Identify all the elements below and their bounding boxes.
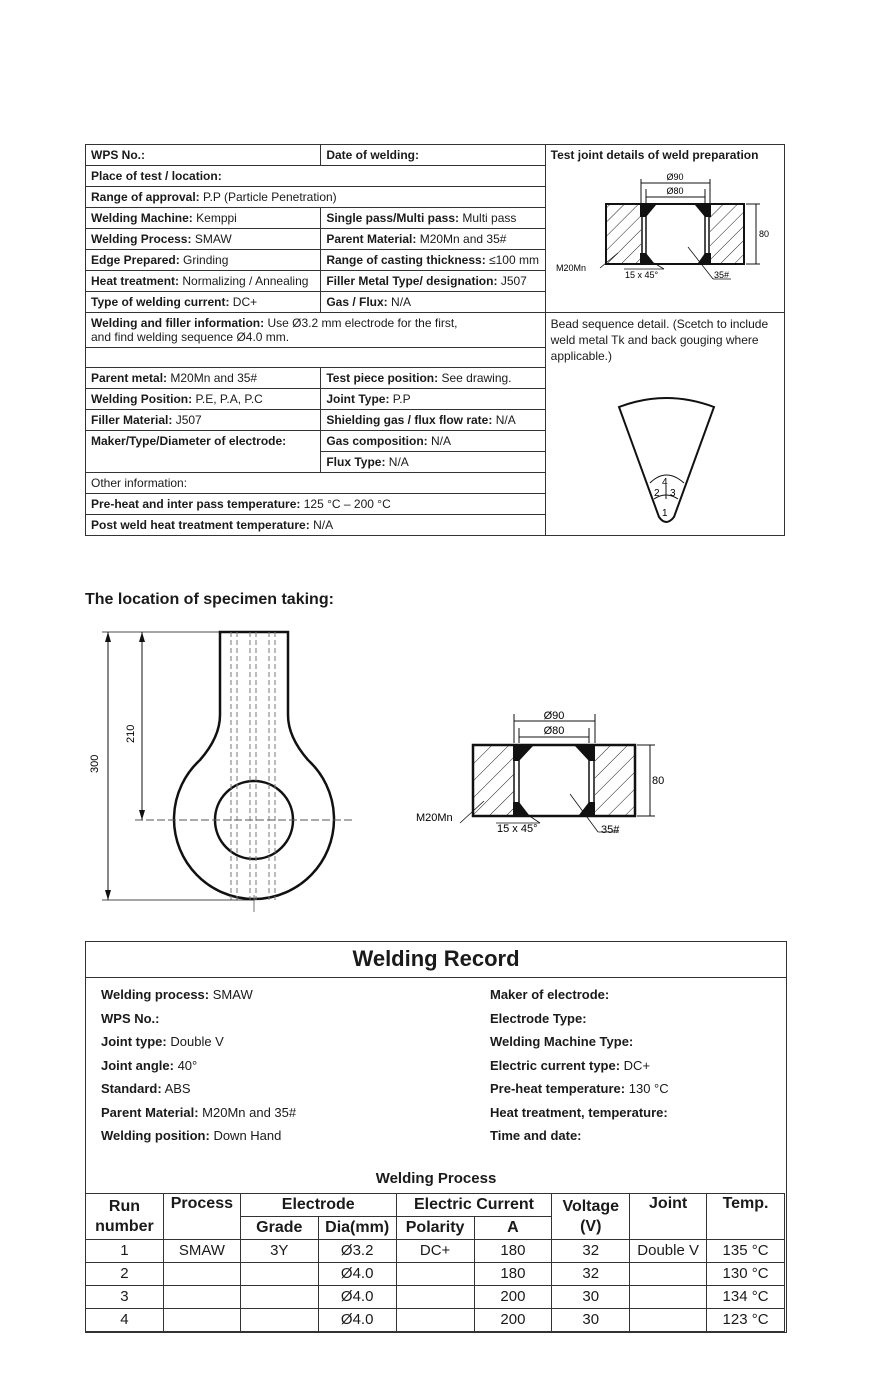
record-right-label: Time and date:: [490, 1128, 582, 1143]
tpp-label: Test piece position:: [326, 371, 439, 385]
pm-value: M20Mn and 35#: [170, 371, 258, 385]
fm-label: Filler Material:: [91, 413, 173, 427]
casting-label: Range of casting thickness:: [326, 253, 486, 267]
header-voltage-1: Voltage: [562, 1197, 620, 1215]
record-right-label: Pre-heat temperature:: [490, 1081, 626, 1096]
header-electrode: Electrode: [240, 1194, 396, 1217]
pass-label: Single pass/Multi pass:: [326, 211, 460, 225]
bead-label: [551, 316, 779, 364]
cell-joint: [630, 1309, 707, 1332]
filler-type-label: Filler Metal Type/ designation:: [326, 274, 498, 288]
edge-cell: [86, 250, 321, 271]
record-right-row: [490, 1105, 669, 1129]
table-row: [86, 1263, 785, 1286]
material-left-text: M20Mn: [555, 263, 586, 273]
record-left-row: [101, 1011, 296, 1035]
cell-polarity: DC+: [396, 1240, 474, 1263]
filler-type-cell: [321, 271, 545, 292]
header-dia: Dia(mm): [318, 1217, 396, 1240]
cell-joint: Double V: [630, 1240, 707, 1263]
wf-value-1: Use Ø3.2 mm electrode for the first,: [267, 316, 458, 330]
record-right-label: Heat treatment, temperature:: [490, 1104, 668, 1120]
sec-material-left-text: M20Mn: [416, 812, 453, 824]
cell-voltage: 32: [552, 1263, 630, 1286]
record-left-value: ABS: [164, 1081, 191, 1096]
cell-temp: 130 °C: [707, 1263, 785, 1286]
cell-joint: [630, 1263, 707, 1286]
table-row: [86, 1240, 785, 1263]
record-left-label: Joint type:: [101, 1034, 167, 1049]
process-cell: [86, 229, 321, 250]
cell-process: [163, 1263, 240, 1286]
record-title-divider: [86, 977, 786, 978]
record-left-row: [101, 1034, 296, 1058]
bead-label-3: applicable.): [550, 349, 613, 363]
record-left-label: Standard:: [101, 1081, 162, 1096]
bead-2: 2: [653, 488, 660, 499]
cell-temp: 135 °C: [707, 1240, 785, 1263]
bead-label-1: Bead sequence detail. (Scetch to include: [550, 317, 769, 331]
cell-amp: 180: [474, 1240, 552, 1263]
cell-joint: [630, 1286, 707, 1309]
bead-4: 4: [661, 477, 668, 488]
height-text: 80: [758, 229, 769, 239]
date-label: Date of welding:: [326, 148, 419, 162]
ft-label: Flux Type:: [326, 455, 386, 469]
machine-value: Kemppi: [196, 211, 237, 225]
record-left-info: [101, 987, 296, 1152]
record-left-label: Parent Material:: [101, 1104, 199, 1120]
post-value: N/A: [313, 518, 334, 532]
cell-run: 3: [86, 1286, 164, 1309]
record-title: Welding Record: [352, 946, 520, 971]
record-left-label: Welding process:: [101, 987, 210, 1002]
dim-210-text: 210: [125, 724, 137, 743]
sg-label: Shielding gas / flux flow rate:: [326, 413, 493, 427]
pass-cell: [321, 208, 545, 229]
cell-grade: 3Y: [240, 1240, 318, 1263]
parent-value: M20Mn and 35#: [419, 232, 507, 246]
sec-dia-outer-text: Ø90: [543, 710, 565, 722]
other-label: Other information:: [91, 476, 188, 490]
joint-label: Joint Type:: [326, 392, 390, 406]
cell-polarity: [396, 1286, 474, 1309]
record-right-label: Maker of electrode:: [490, 987, 610, 1002]
wpos-value: P.E, P.A, P.C: [195, 392, 263, 406]
header-temp: [707, 1194, 785, 1240]
header-polarity: Polarity: [396, 1217, 474, 1240]
joint-detail-drawing: [548, 167, 778, 307]
cell-amp: 200: [474, 1286, 552, 1309]
cell-dia: Ø4.0: [318, 1263, 396, 1286]
cell-voltage: 30: [552, 1309, 630, 1332]
wpos-cell: [86, 389, 321, 410]
gc-value: N/A: [431, 434, 452, 448]
header-current: Electric Current: [396, 1194, 552, 1217]
ft-cell: [321, 452, 545, 473]
dim-300-text: 300: [89, 754, 101, 773]
cell-run: 4: [86, 1309, 164, 1332]
welding-record: [85, 941, 787, 1333]
current-value: DC+: [232, 295, 258, 309]
wps-no-label: WPS No.:: [91, 148, 145, 162]
wps-no-cell: [86, 145, 321, 166]
joint-details-cell: [545, 145, 784, 313]
current-cell: [86, 292, 321, 313]
record-right-row: [490, 1011, 669, 1035]
dia-outer-text: Ø90: [666, 172, 684, 182]
parent-label: Parent Material:: [326, 232, 417, 246]
process-table: [85, 1193, 785, 1332]
gas-value: N/A: [391, 295, 412, 309]
range-value: P.P (Particle Penetration): [203, 190, 337, 204]
record-right-row: [490, 1034, 669, 1058]
cell-amp: 180: [474, 1263, 552, 1286]
sec-dia-inner-text: Ø80: [543, 725, 565, 737]
tpp-value: See drawing.: [441, 371, 512, 385]
parent-cell: [321, 229, 545, 250]
casting-cell: [321, 250, 545, 271]
cell-polarity: [396, 1263, 474, 1286]
sec-chamfer-text: 15 x 45°: [497, 823, 538, 835]
gc-label: Gas composition:: [326, 434, 428, 448]
specimen-title: The location of specimen taking:: [85, 591, 334, 608]
bead-cell: [545, 313, 784, 536]
record-left-row: [101, 1058, 296, 1082]
process-value: SMAW: [194, 232, 232, 246]
dia-inner-text: Ø80: [666, 186, 684, 196]
cell-dia: Ø3.2: [318, 1240, 396, 1263]
record-right-info: [490, 987, 669, 1152]
chamfer-text: 15 x 45°: [624, 270, 658, 280]
joint-cell: [321, 389, 545, 410]
wf-value-2: and find welding sequence Ø4.0 mm.: [91, 330, 290, 344]
header-grade: Grade: [240, 1217, 318, 1240]
header-amp: A: [474, 1217, 552, 1240]
record-right-label: Electric current type:: [490, 1057, 621, 1073]
sec-material-right-text: 35#: [601, 824, 620, 836]
cell-run: 2: [86, 1263, 164, 1286]
record-right-label: Electrode Type:: [490, 1010, 587, 1026]
cell-grade: [240, 1286, 318, 1309]
cell-grade: [240, 1263, 318, 1286]
bead-label-2: weld metal Tk and back gouging where: [550, 333, 759, 347]
casting-value: ≤100 mm: [489, 253, 539, 267]
record-left-value: 40°: [177, 1057, 198, 1073]
record-left-value: Double V: [170, 1034, 224, 1049]
cell-process: SMAW: [163, 1240, 240, 1263]
record-left-label: Welding position:: [101, 1128, 210, 1143]
process-table-body: [86, 1240, 785, 1332]
header-joint-label: Joint: [649, 1195, 688, 1212]
record-right-row: [490, 1058, 669, 1082]
material-right-text: 35#: [713, 270, 729, 280]
cell-voltage: 30: [552, 1286, 630, 1309]
bead-1: 1: [661, 508, 668, 519]
record-left-value: Down Hand: [213, 1128, 282, 1143]
gc-cell: [321, 431, 545, 452]
gas-cell: [321, 292, 545, 313]
maker-label: Maker/Type/Diameter of electrode:: [91, 434, 287, 448]
ft-value: N/A: [388, 455, 409, 469]
edge-label: Edge Prepared:: [91, 253, 180, 267]
range-label: Range of approval:: [91, 190, 200, 204]
current-label: Type of welding current:: [91, 295, 230, 309]
header-run-1: Run: [108, 1197, 140, 1215]
cell-dia: Ø4.0: [318, 1286, 396, 1309]
process-title: Welding Process: [375, 1170, 497, 1187]
pm-label: Parent metal:: [91, 371, 168, 385]
bead-sequence-drawing: [614, 395, 724, 525]
preheat-label: Pre-heat and inter pass temperature:: [91, 497, 301, 511]
post-label: Post weld heat treatment temperature:: [91, 518, 310, 532]
record-left-row: [101, 1128, 296, 1152]
preheat-cell: [86, 494, 546, 515]
table-row: [86, 1309, 785, 1332]
record-right-label: Welding Machine Type:: [490, 1034, 634, 1049]
record-right-row: [490, 987, 669, 1011]
record-right-row: [490, 1081, 669, 1105]
preheat-value: 125 °C – 200 °C: [303, 497, 391, 511]
sec-height-text: 80: [652, 775, 665, 787]
header-process-label: Process: [170, 1195, 233, 1212]
heat-cell: [86, 271, 321, 292]
record-left-label: Joint angle:: [101, 1057, 174, 1073]
cell-amp: 200: [474, 1309, 552, 1332]
cell-voltage: 32: [552, 1240, 630, 1263]
wpos-label: Welding Position:: [91, 392, 193, 406]
joint-details-label: Test joint details of weld preparation: [550, 148, 759, 162]
header-joint: [630, 1194, 707, 1240]
record-left-row: [101, 987, 296, 1011]
post-cell: [86, 515, 546, 536]
specimen-drawing: [80, 625, 380, 915]
wf-cell: [86, 313, 546, 348]
maker-cell: [86, 431, 321, 473]
pass-value: Multi pass: [462, 211, 517, 225]
heat-value: Normalizing / Annealing: [182, 274, 309, 288]
gas-label: Gas / Flux:: [326, 295, 388, 309]
cell-dia: Ø4.0: [318, 1309, 396, 1332]
other-cell: [86, 473, 546, 494]
record-left-value: SMAW: [212, 987, 253, 1002]
machine-cell: [86, 208, 321, 229]
record-right-value: DC+: [623, 1057, 651, 1073]
header-process: [163, 1194, 240, 1240]
record-left-row: [101, 1081, 296, 1105]
cell-grade: [240, 1309, 318, 1332]
cell-temp: 134 °C: [707, 1286, 785, 1309]
edge-value: Grinding: [183, 253, 229, 267]
cell-run: 1: [86, 1240, 164, 1263]
cell-process: [163, 1309, 240, 1332]
header-run: [86, 1194, 164, 1240]
date-cell: [321, 145, 545, 166]
wf-label: Welding and filler information:: [91, 316, 265, 330]
sg-cell: [321, 410, 545, 431]
tpp-cell: [321, 368, 545, 389]
table-row: [86, 1286, 785, 1309]
cross-section-drawing: [412, 706, 682, 836]
place-cell: [86, 166, 546, 187]
wps-table: [85, 144, 785, 536]
machine-label: Welding Machine:: [91, 211, 193, 225]
process-label: Welding Process:: [91, 232, 192, 246]
place-label: Place of test / location:: [91, 169, 222, 183]
blank-row: [86, 348, 546, 368]
joint-value: P.P: [392, 392, 411, 406]
record-left-label: WPS No.:: [101, 1010, 160, 1026]
header-voltage: [552, 1194, 630, 1240]
fm-value: J507: [175, 413, 202, 427]
range-cell: [86, 187, 546, 208]
header-temp-label: Temp.: [722, 1195, 769, 1212]
pm-cell: [86, 368, 321, 389]
fm-cell: [86, 410, 321, 431]
record-left-row: [101, 1105, 296, 1129]
header-voltage-2: (V): [580, 1217, 602, 1235]
cell-temp: 123 °C: [707, 1309, 785, 1332]
bead-3: 3: [669, 488, 676, 499]
filler-type-value: J507: [500, 274, 527, 288]
cell-process: [163, 1286, 240, 1309]
heat-label: Heat treatment:: [91, 274, 180, 288]
header-run-2: number: [95, 1217, 154, 1235]
record-right-value: 130 °C: [628, 1081, 669, 1096]
cell-polarity: [396, 1309, 474, 1332]
record-right-row: [490, 1128, 669, 1152]
sg-value: N/A: [495, 413, 516, 427]
record-left-value: M20Mn and 35#: [202, 1104, 297, 1120]
